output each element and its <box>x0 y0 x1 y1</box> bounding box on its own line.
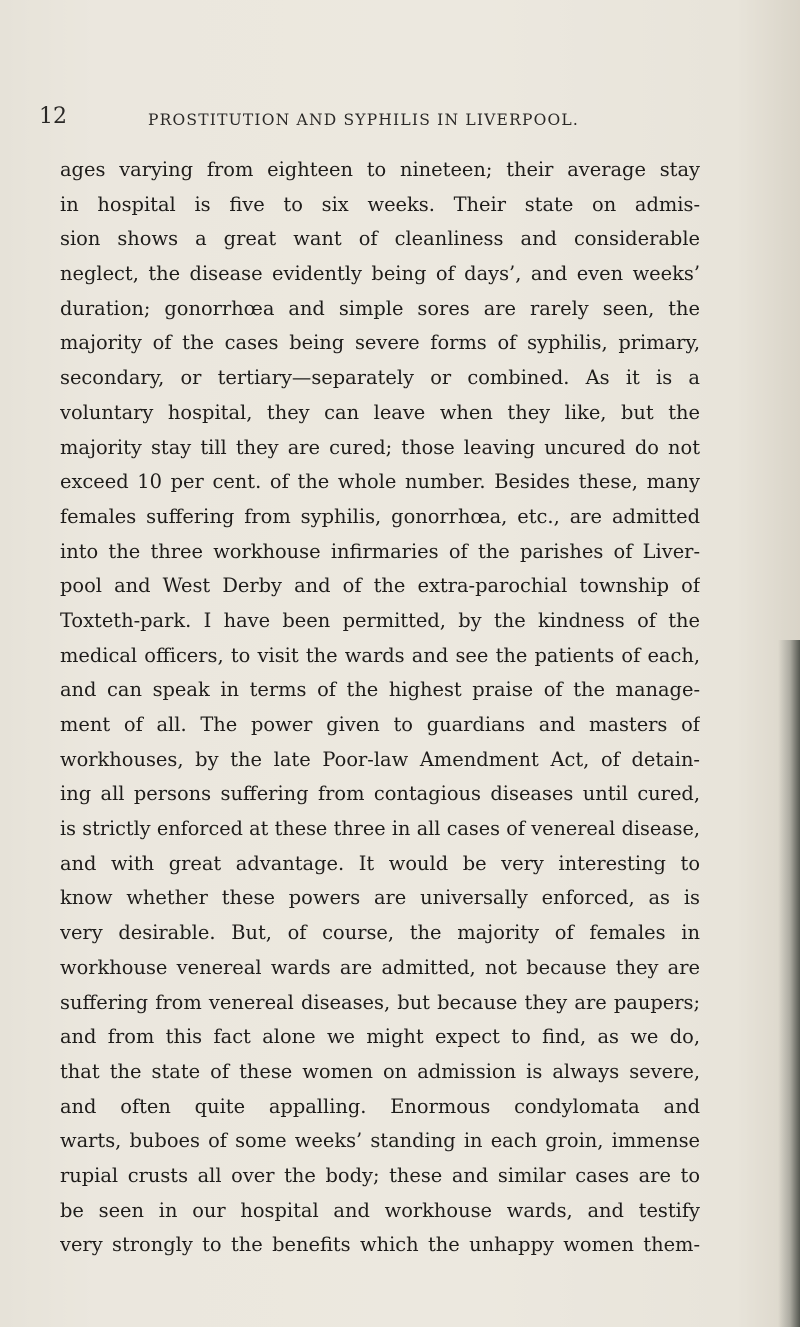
text-line: ment of all. The power given to guardians and masters of <box>60 713 700 736</box>
text-line: voluntary hospital, they can leave when they like, but the <box>60 400 700 424</box>
text-line: workhouses, by the late Poor-law Amendment Act, of detain- <box>60 747 700 771</box>
text-line: majority of the cases being severe forms of syphilis, primary, <box>60 331 700 355</box>
text-line: sion shows a great want of cleanliness and considerable <box>60 227 700 251</box>
text-line: workhouse venereal wards are admitted, not because they are <box>60 955 700 979</box>
text-line: secondary, or tertiary—separately or combined. As it is a <box>60 366 700 390</box>
text-line: duration; gonorrhœa and simple sores are rarely seen, the <box>60 296 700 320</box>
text-line: warts, buboes of some weeks’ standing in each groin, immense <box>60 1129 700 1153</box>
text-line: neglect, the disease evidently being of days’, and even weeks’ <box>60 262 700 286</box>
text-line: females suffering from syphilis, gonorrhœa, etc., are admitted <box>60 504 700 528</box>
text-line: medical officers, to visit the wards and see the patients of each, <box>60 643 700 667</box>
text-line: majority stay till they are cured; those leaving uncured do not <box>60 435 700 459</box>
text-line: suffering from venereal diseases, but because they are paupers; <box>60 990 700 1014</box>
text-line: exceed 10 per cent. of the whole number. Besides these, many <box>60 470 700 494</box>
text-line: is strictly enforced at these three in all cases of venereal disease, <box>60 817 700 841</box>
running-title: PROSTITUTION AND SYPHILIS IN LIVERPOOL. <box>148 111 580 129</box>
text-line: very desirable. But, of course, the majority of females in <box>60 921 700 945</box>
text-line: be seen in our hospital and workhouse wards, and testify <box>60 1198 700 1222</box>
text-line: ages varying from eighteen to nineteen; their average stay <box>60 158 700 181</box>
text-line: and often quite appalling. Enormous condylomata and <box>60 1094 700 1118</box>
text-line: and with great advantage. It would be very interesting to <box>60 851 700 875</box>
body-paragraph <box>60 153 700 1263</box>
text-line: and can speak in terms of the highest praise of the manage- <box>60 678 700 702</box>
text-line: know whether these powers are universally enforced, as is <box>60 886 700 910</box>
text-line: Toxteth-park. I have been permitted, by the kindness of the <box>60 608 700 632</box>
page-edge-shadow <box>778 640 800 1327</box>
text-line: that the state of these women on admission is always severe, <box>60 1059 700 1083</box>
page-number: 12 <box>39 104 67 129</box>
text-line: rupial crusts all over the body; these and similar cases are to <box>60 1163 700 1187</box>
text-line: into the three workhouse infirmaries of the parishes of Liver- <box>60 539 700 563</box>
text-line: ing all persons suffering from contagious diseases until cured, <box>60 782 700 806</box>
text-line: very strongly to the benefits which the unhappy women them- <box>60 1233 700 1257</box>
text-line: in hospital is five to six weeks. Their state on admis- <box>60 192 700 216</box>
text-line: and from this fact alone we might expect to find, as we do, <box>60 1025 700 1049</box>
text-line: pool and West Derby and of the extra-parochial township of <box>60 574 700 598</box>
